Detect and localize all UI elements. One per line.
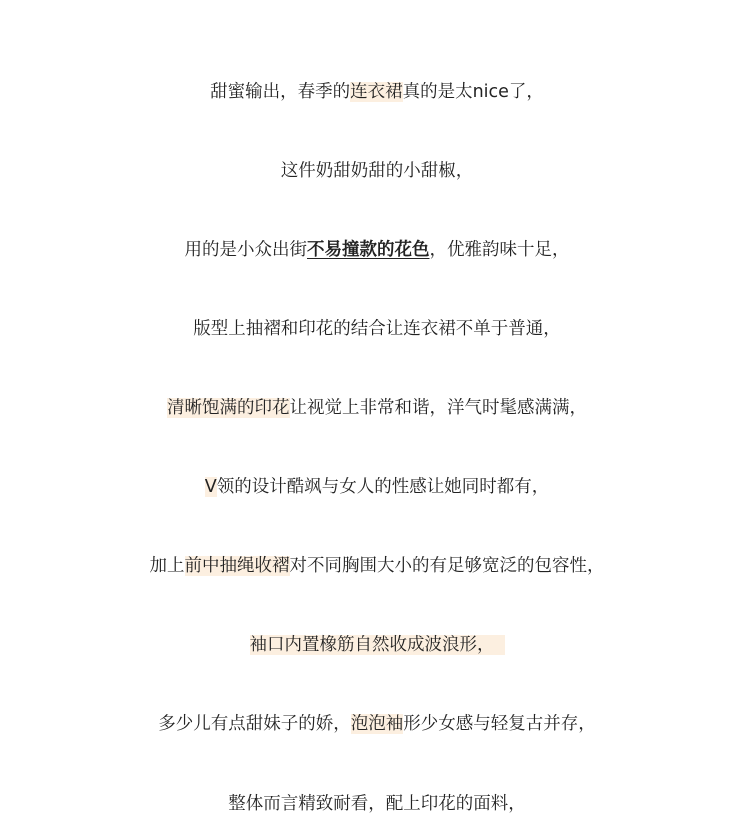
highlight-drawstring: 前中抽绳收褶: [184, 556, 290, 576]
line-3-text-a: 用的是小众出街: [184, 240, 307, 260]
text-line-8: [0, 633, 754, 657]
highlight-v: V: [204, 477, 217, 497]
highlight-dress: 连衣裙: [350, 82, 403, 102]
line-3-text-b: ，优雅韵味十足，: [429, 240, 570, 260]
line-4-text: 版型上抽褶和印花的结合让连衣裙不单于普通，: [193, 319, 561, 339]
highlight-cuff: 袖口内置橡筋自然收成波浪形，: [250, 635, 505, 655]
text-line-5: [0, 396, 754, 420]
line-6-text: 领的设计酷飒与女人的性感让她同时都有，: [216, 477, 550, 497]
text-line-7: [0, 554, 754, 578]
line-7-text-b: 对不同胸围大小的有足够宽泛的包容性，: [289, 556, 605, 576]
text-line-1: [0, 80, 754, 104]
line-2-text: 这件奶甜奶甜的小甜椒，: [280, 161, 474, 181]
text-line-3: [0, 238, 754, 262]
emphasis-unique-pattern: 不易撞款的花色: [307, 240, 430, 260]
line-5-text: 让视觉上非常和谐，洋气时髦感满满，: [289, 398, 587, 418]
text-line-9: [0, 712, 754, 736]
line-7-text-a: 加上: [149, 556, 185, 576]
text-line-10: [0, 792, 754, 816]
line-1-text-b: 真的是太nice了，: [402, 82, 544, 102]
line-10-text: 整体而言精致耐看，配上印花的面料，: [228, 794, 526, 814]
highlight-clear-print: 清晰饱满的印花: [167, 398, 290, 418]
text-line-4: [0, 317, 754, 341]
highlight-puff-sleeve: 泡泡袖: [350, 714, 404, 734]
text-line-2: [0, 159, 754, 183]
line-9-text-a: 多少儿有点甜妹子的娇，: [158, 714, 351, 734]
line-1-text-a: 甜蜜输出，春季的: [210, 82, 351, 102]
text-line-6: [0, 475, 754, 499]
line-9-text-b: 形少女感与轻复古并存，: [403, 714, 596, 734]
